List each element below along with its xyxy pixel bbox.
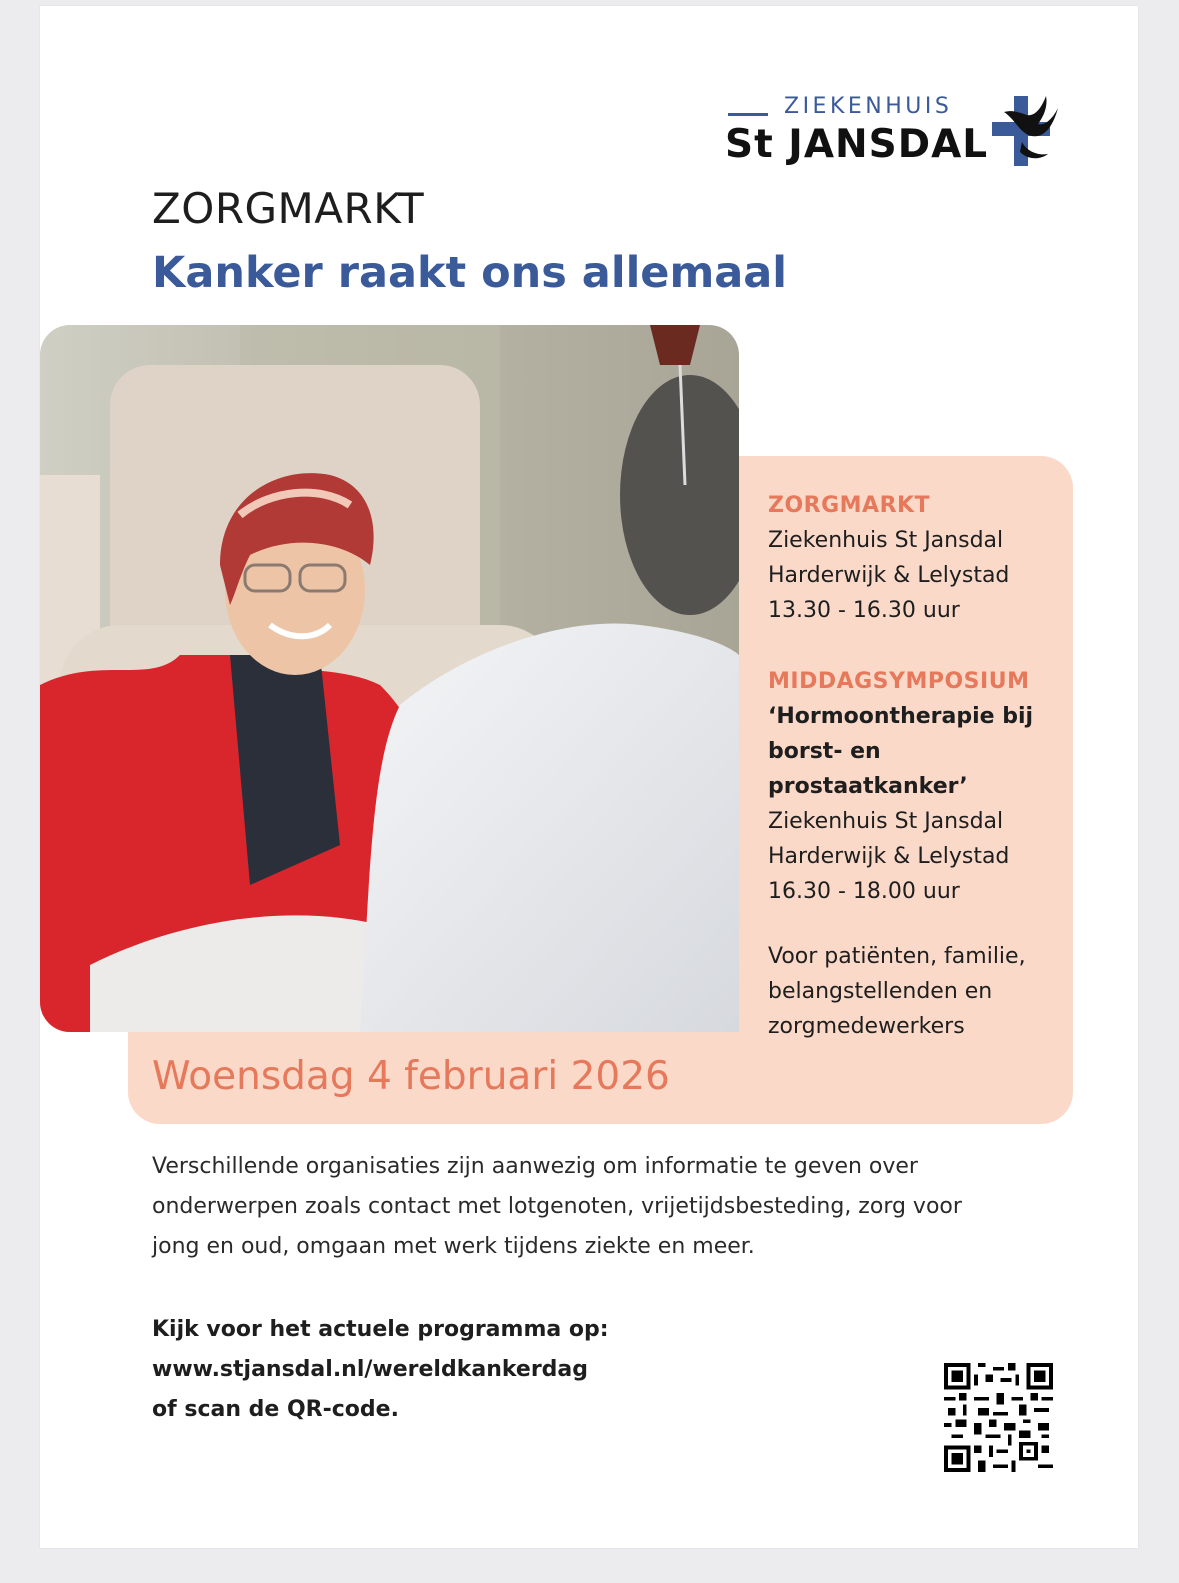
market-time: 13.30 - 16.30 uur — [768, 598, 960, 623]
spacer — [768, 909, 1068, 939]
poster-title: ZORGMARKT — [152, 184, 425, 233]
poster-subtitle: Kanker raakt ons allemaal — [152, 248, 788, 298]
description-line-2: onderwerpen zoals contact met lotgenoten, vrijetijdsbesteding, zorg voor — [152, 1194, 962, 1219]
program-link-line[interactable]: Kijk voor het actuele programma op: www.stjansdal.nl/wereldkankerdag — [152, 1317, 609, 1382]
event-info — [768, 488, 1068, 1044]
logo-top-text: ZIEKENHUIS — [784, 94, 953, 119]
market-location-2: Harderwijk & Lelystad — [768, 563, 1010, 588]
spacer — [768, 628, 1068, 664]
logo-rule — [728, 113, 768, 116]
program-call-to-action — [152, 1310, 1032, 1430]
symposium-heading: MIDDAGSYMPOSIUM — [768, 669, 1030, 694]
symposium-title-1: ‘Hormoontherapie bij — [768, 704, 1034, 729]
logo-main-text: St JANSDAL — [725, 122, 989, 167]
event-description — [152, 1147, 1032, 1267]
description-line-1: Verschillende organisaties zijn aanwezig om informatie te geven over — [152, 1154, 918, 1179]
symposium-title-2: borst- en prostaatkanker’ — [768, 739, 968, 799]
symposium-time: 16.30 - 18.00 uur — [768, 879, 960, 904]
qr-code[interactable] — [944, 1363, 1053, 1472]
qr-instruction: of scan de QR-code. — [152, 1397, 399, 1422]
market-heading: ZORGMARKT — [768, 493, 931, 518]
event-date: Woensdag 4 februari 2026 — [152, 1054, 670, 1099]
market-location-1: Ziekenhuis St Jansdal — [768, 528, 1004, 553]
description-line-3: jong en oud, omgaan met werk tijdens ziekte en meer. — [152, 1234, 755, 1259]
audience-line-1: Voor patiënten, familie, — [768, 944, 1026, 969]
symposium-location-1: Ziekenhuis St Jansdal — [768, 809, 1004, 834]
audience-line-3: zorgmedewerkers — [768, 1014, 965, 1039]
symposium-location-2: Harderwijk & Lelystad — [768, 844, 1010, 869]
hero-photo — [40, 325, 739, 1032]
hospital-emblem-icon — [986, 90, 1066, 170]
audience-line-2: belangstellenden en — [768, 979, 993, 1004]
